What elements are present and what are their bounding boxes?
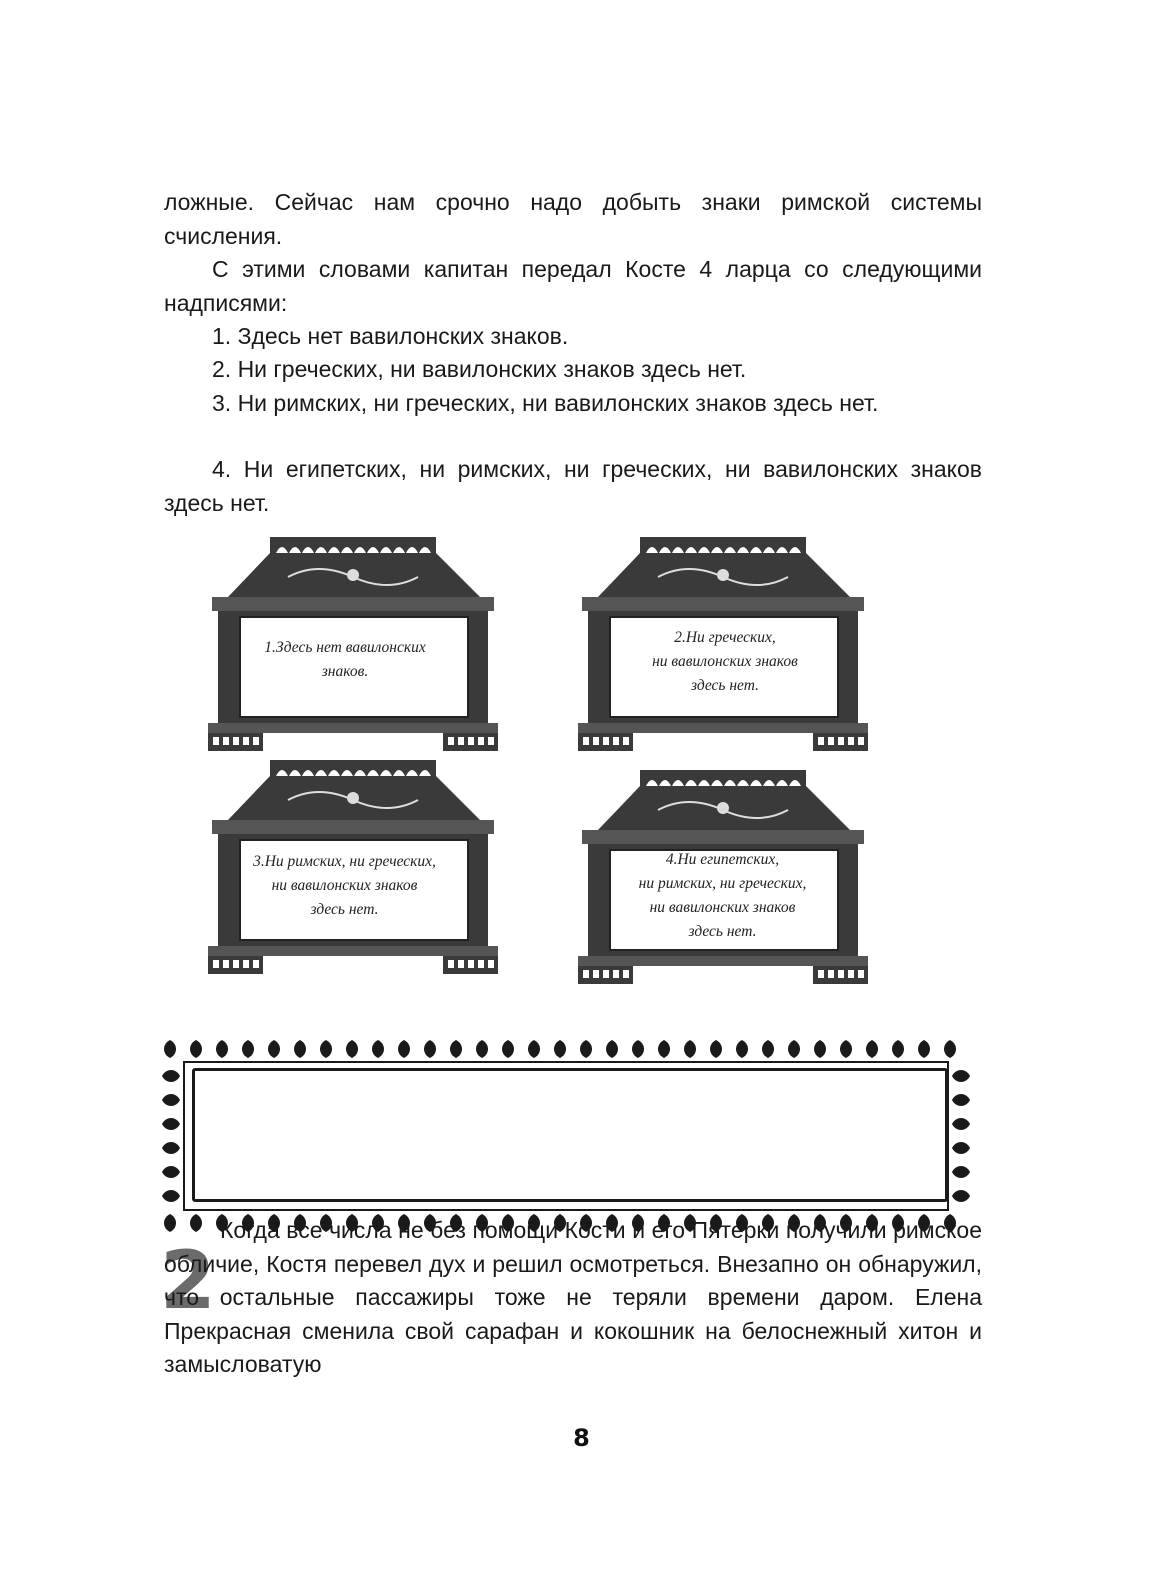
chest-4-label: 4.Ни египетских, ни римских, ни греческих, ни вавилонских знаков здесь нет. [638,851,807,940]
page-number: 8 [573,1424,590,1452]
list-item-3: 3. Ни римских, ни греческих, ни вавилонских знаков здесь нет. [212,390,879,416]
chest-3-label: 3.Ни римских, ни греческих, ни вавилонских знаков здесь нет. [253,853,436,918]
answer-box[interactable] [192,1068,948,1202]
paragraph-intro: ложные. Сейчас нам срочно надо добыть знаки римской системы счисления. [164,189,982,249]
list-item-1: 1. Здесь нет вавилонских знаков. [212,323,569,349]
paragraph-captain: С этими словами капитан передал Косте 4 ларца со следующими надписями: [164,256,982,316]
section-2-text: Когда все числа не без помощи Кости и его Пятерки получили римское обличие, Костя перевел дух и решил осмотреться. Внезапно он обнаружил, что остальные пассажиры тоже не теряли времени даром. Елена Прекрасная сменила свой сарафан и кокошник на белоснежный хитон и замысловатую [164,1217,982,1377]
chest-2-label: 2.Ни греческих, ни вавилонских знаков здесь нет. [652,629,798,694]
list-item-4: 4. Ни египетских, ни римских, ни греческих, ни вавилонских знаков здесь нет. [164,456,982,516]
section-number: 2 [160,1234,216,1327]
list-item-2: 2. Ни греческих, ни вавилонских знаков здесь нет. [212,356,747,382]
chest-1-label: 1.Здесь нет вавилонских знаков. [264,639,426,680]
